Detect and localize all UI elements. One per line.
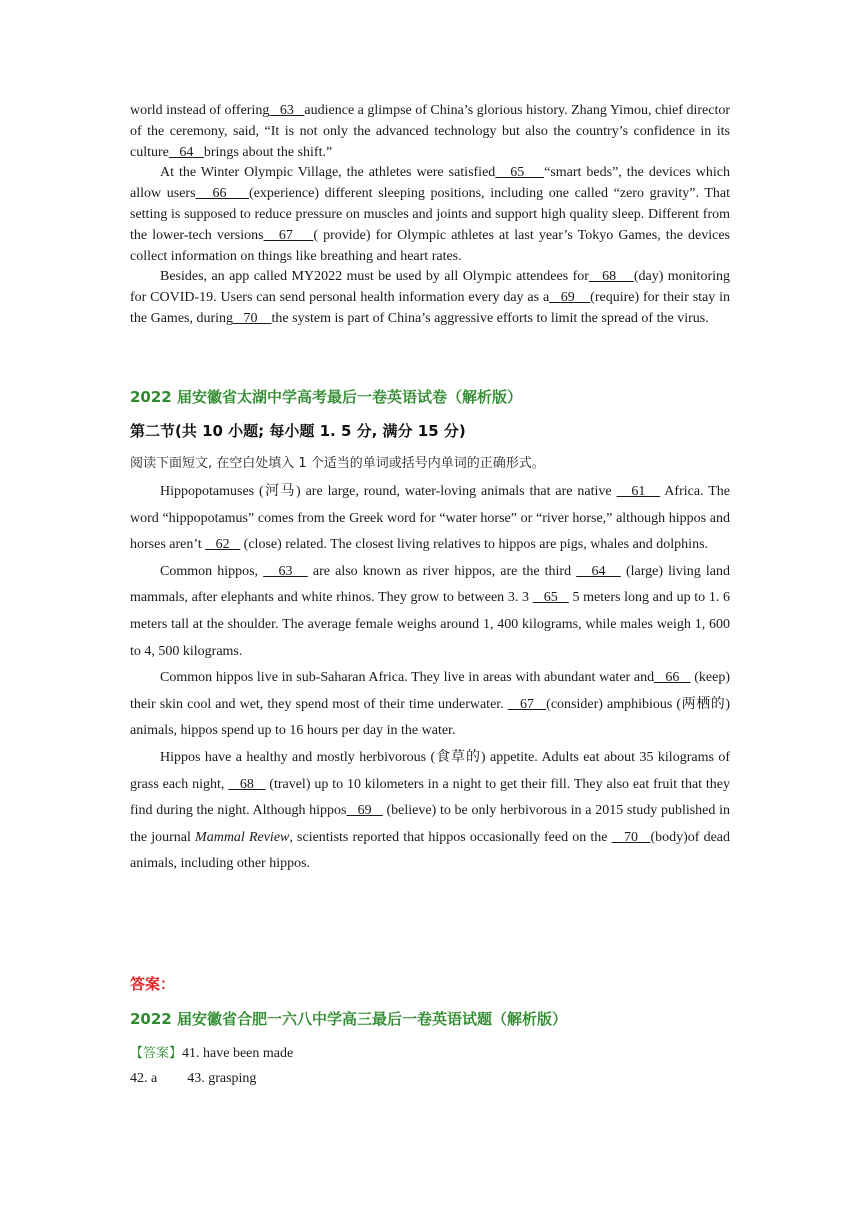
text: audience a glimpse of China’s glorious history. Zhang Yimou, chief director of the ceremony, said, “It is not only the advanced technology but also the country’s confidence in its culture <box>130 103 730 160</box>
text: are also known as river hippos, are the third <box>307 563 577 579</box>
text: Common hippos, <box>160 563 264 579</box>
blank-68[interactable]: 68 <box>228 776 266 792</box>
blank-69[interactable]: 69 <box>346 803 383 819</box>
text: Common hippos live in sub-Saharan Africa. They live in areas with abundant water and <box>160 670 655 686</box>
answer-line <box>130 1071 256 1087</box>
section-title: 2022 届安徽省太湖中学高考最后一卷英语试卷（解析版） <box>130 388 522 406</box>
text: ( provide) for Olympic athletes at last year’s Tokyo Games, the devices collect information on things like breathing and heart rates. <box>130 227 730 264</box>
blank-64[interactable]: 64 <box>576 563 621 579</box>
text: (body)of dead animals, including other hippos. <box>130 829 731 872</box>
paragraph <box>130 665 730 745</box>
paragraph <box>130 267 730 329</box>
blank-65[interactable]: 65 <box>532 590 569 606</box>
text: Africa. The word “hippopotamus” comes from the Greek word for “water horse” or “river horse,” although hippos and horses aren’t <box>130 484 731 553</box>
blank-66[interactable]: 66 <box>195 186 250 202</box>
text: (require) for their stay in the Games, during <box>130 290 730 326</box>
paragraph <box>130 101 730 163</box>
paragraph <box>130 745 730 878</box>
text: (keep) their skin cool and wet, they spend most of their time underwater. <box>130 670 730 712</box>
text: Besides, an app called MY2022 must be used by all Olympic attendees for <box>160 269 589 285</box>
blank-67[interactable]: 67 <box>507 696 547 712</box>
blank-68[interactable]: 68 <box>588 269 634 285</box>
answers-title: 2022 届安徽省合肥一六八中学高三最后一卷英语试题（解析版） <box>130 1010 567 1028</box>
blank-67[interactable]: 67 <box>263 227 314 243</box>
text: Hippopotamuses (河马) are large, round, water-loving animals that are native <box>160 484 617 499</box>
answer-line <box>130 1042 293 1062</box>
text: (consider) amphibious (两栖的) animals, hippos spend up to 16 hours per day in the water. <box>130 696 730 739</box>
text: Hippos have a healthy and mostly herbivorous (食草的) appetite. Adults eat about 35 kilograms of grass each night, <box>130 749 730 792</box>
answers-heading: 答案： <box>130 975 176 993</box>
blank-70[interactable]: 70 <box>611 829 651 845</box>
blank-64[interactable]: 64 <box>168 144 204 160</box>
text: (travel) up to 10 kilometers in a night to get their fill. They also eat fruit that they find during the night. Although hippos <box>130 776 731 819</box>
paragraph <box>130 163 730 267</box>
blank-63[interactable]: 63 <box>263 563 308 579</box>
blank-62[interactable]: 62 <box>205 537 241 553</box>
answer-42: 42. a <box>130 1071 158 1086</box>
text: world instead of offering <box>130 103 270 118</box>
text: (experience) different sleeping positions, including one called “zero gravity”. That setting is supposed to reduce pressure on muscles and joints and support high quality sleep. Different from the lower-tech versions <box>130 186 731 243</box>
instruction: 阅读下面短文, 在空白处填入 1 个适当的单词或括号内单词的正确形式。 <box>130 456 545 471</box>
answer-41: 41. have been made <box>182 1046 294 1061</box>
blank-66[interactable]: 66 <box>654 670 691 686</box>
section-subtitle: 第二节(共 10 小题; 每小题 1. 5 分, 满分 15 分) <box>130 422 466 440</box>
text: the system is part of China’s aggressive efforts to limit the spread of the virus. <box>271 310 709 326</box>
answer-43: 43. grasping <box>187 1071 257 1086</box>
paragraph <box>130 479 730 559</box>
journal-title: Mammal Review <box>195 829 290 845</box>
text: , scientists reported that hippos occasionally feed on the <box>289 829 612 845</box>
text: 5 meters long and up to 1. 6 meters tall at the shoulder. The average female weighs around 1, 400 kilograms, while males weigh 1, 600 to 4, 500 kilograms. <box>130 590 730 659</box>
text: brings about the shift.” <box>203 144 333 160</box>
passage-b <box>130 479 730 878</box>
text: (day) monitoring for COVID-19. Users can send personal health information every day as a <box>130 269 731 306</box>
text: (close) related. The closest living relatives to hippos are pigs, whales and dolphins. <box>240 537 709 553</box>
blank-65[interactable]: 65 <box>495 165 545 181</box>
text: (large) living land mammals, after elephants and white rhinos. They grow to between 3. 3 <box>130 563 730 606</box>
blank-69[interactable]: 69 <box>549 290 591 306</box>
blank-63[interactable]: 63 <box>269 103 305 118</box>
text: “smart beds”, the devices which allow users <box>130 165 730 202</box>
blank-70[interactable]: 70 <box>233 310 272 326</box>
answer-tag: 【答案】 <box>130 1046 183 1061</box>
paragraph <box>130 559 730 665</box>
passage-a <box>130 101 730 330</box>
blank-61[interactable]: 61 <box>616 484 661 499</box>
text: At the Winter Olympic Village, the athletes were satisfied <box>160 165 496 181</box>
text: (believe) to be only herbivorous in a 2015 study published in the journal <box>130 803 730 845</box>
